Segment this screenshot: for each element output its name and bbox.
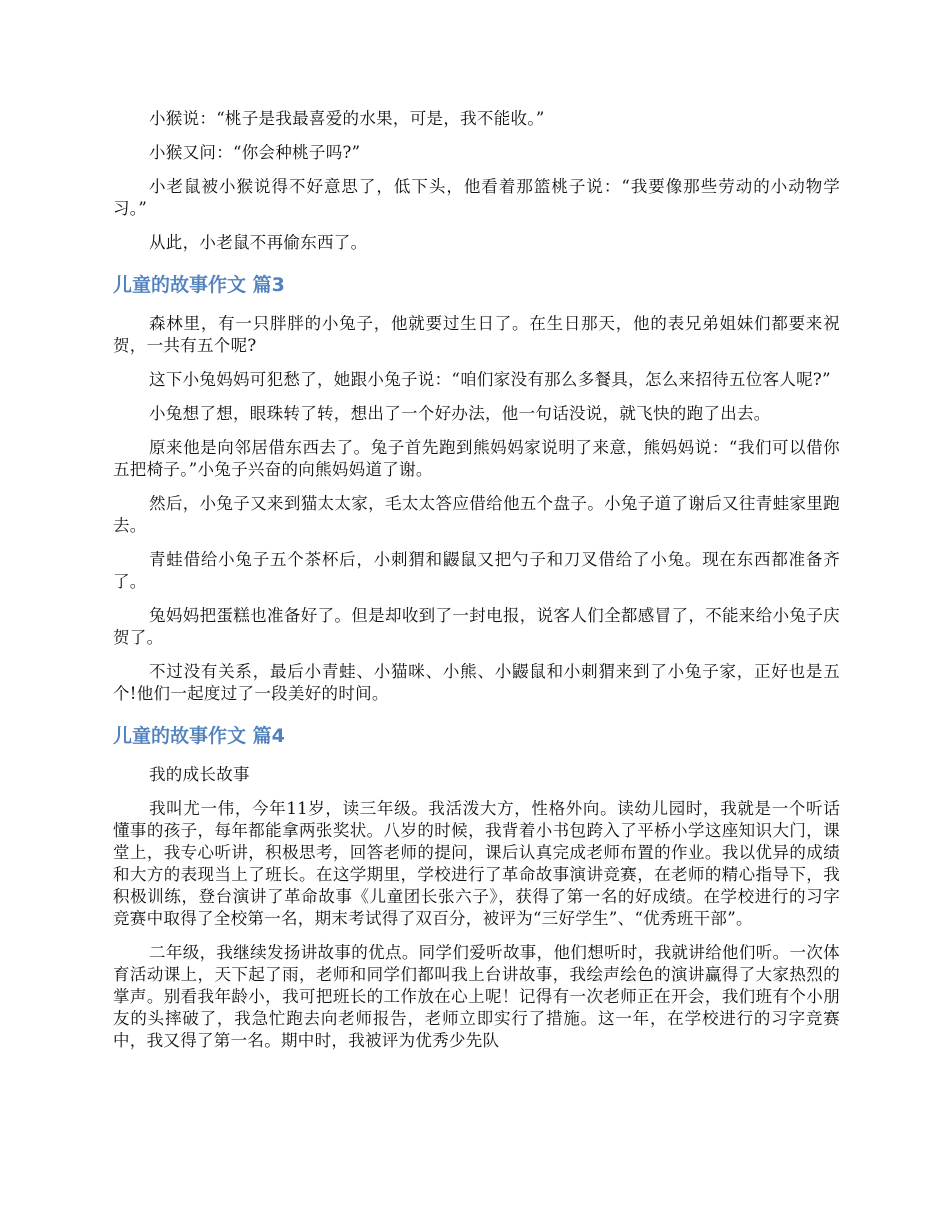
- story-paragraph: 小老鼠被小猴说得不好意思了，低下头，他看着那篮桃子说：“我要像那些劳动的小动物学习。”: [113, 177, 840, 218]
- story-paragraph: 兔妈妈把蛋糕也准备好了。但是却收到了一封电报，说客人们全都感冒了，不能来给小兔子庆贺了。: [113, 606, 840, 647]
- story-paragraph: 从此，小老鼠不再偷东西了。: [149, 233, 368, 252]
- story-paragraph: 小兔想了想，眼珠转了转，想出了一个好办法，他一句话没说，就飞快的跑了出去。: [149, 404, 771, 423]
- story-paragraph: 我叫尤一伟，今年11岁，读三年级。我活泼大方，性格外向。读幼儿园时，我就是一个听话懂事的孩子，每年都能拿两张奖状。八岁的时候，我背着小书包跨入了平桥小学这座知识大门，课堂上，我专心听讲，积极思考，回答老师的提问，课后认真完成老师布置的作业。我以优异的成绩和大方的表现当上了班长。在这学期里，学校进行了革命故事演讲竞赛，在老师的精心指导下，我积极训练，登台演讲了革命故事《儿童团长张六子》，获得了第一名的好成绩。在学校进行的习字竞赛中取得了全校第一名，期末考试得了双百分，被评为“三好学生”、“优秀班干部”。: [113, 799, 840, 928]
- section-heading-4: 儿童的故事作文 篇4: [113, 725, 285, 747]
- story-paragraph: 森林里，有一只胖胖的小兔子，他就要过生日了。在生日那天，他的表兄弟姐妹们都要来祝贺，一共有五个呢?: [113, 314, 840, 355]
- document-page: [113, 108, 840, 1064]
- story-paragraph: 然后，小兔子又来到猫太太家，毛太太答应借给他五个盘子。小兔子道了谢后又往青蛙家里跑去。: [113, 494, 840, 535]
- story-paragraph: 小猴说：“桃子是我最喜爱的水果，可是，我不能收。”: [149, 109, 545, 128]
- story-paragraph: 青蛙借给小兔子五个茶杯后，小刺猬和鼹鼠又把勺子和刀叉借给了小兔。现在东西都准备齐了。: [113, 550, 840, 591]
- section-heading-3: 儿童的故事作文 篇3: [113, 274, 285, 296]
- story-paragraph: 二年级，我继续发扬讲故事的优点。同学们爱听故事，他们想听时，我就讲给他们听。一次体育活动课上，天下起了雨，老师和同学们都叫我上台讲故事，我绘声绘色的演讲赢得了大家热烈的掌声。别看我年龄小，我可把班长的工作放在心上呢！记得有一次老师正在开会，我们班有个小朋友的头摔破了，我急忙跑去向老师报告，老师立即实行了措施。这一年，在学校进行的习字竞赛中，我又得了第一名。期中时，我被评为优秀少先队: [113, 943, 840, 1050]
- story-paragraph: 原来他是向邻居借东西去了。兔子首先跑到熊妈妈家说明了来意，熊妈妈说：“我们可以借你五把椅子。”小兔子兴奋的向熊妈妈道了谢。: [113, 438, 840, 479]
- story-paragraph: 不过没有关系，最后小青蛙、小猫咪、小熊、小鼹鼠和小刺猬来到了小兔子家，正好也是五个!他们一起度过了一段美好的时间。: [113, 662, 840, 703]
- story-paragraph: 这下小兔妈妈可犯愁了，她跟小兔子说：“咱们家没有那么多餐具，怎么来招待五位客人呢?”: [149, 370, 831, 389]
- essay-subtitle: 我的成长故事: [149, 765, 250, 784]
- story-paragraph: 小猴又问：“你会种桃子吗?”: [149, 143, 361, 162]
